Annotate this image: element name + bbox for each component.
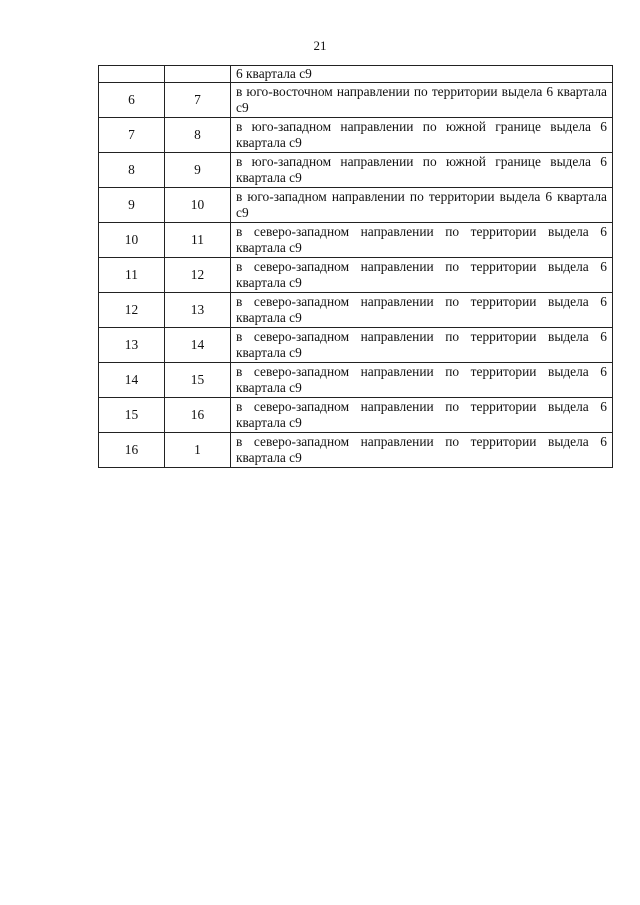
- cell-description: в юго-западном направлении по территории выдела 6 квартала с9: [231, 187, 613, 222]
- cell-to-point: 12: [165, 257, 231, 292]
- cell-to-point: 13: [165, 292, 231, 327]
- cell-from-point: 10: [99, 222, 165, 257]
- cell-to-point: 8: [165, 117, 231, 152]
- cell-to-point: 9: [165, 152, 231, 187]
- cell-to-point: 15: [165, 362, 231, 397]
- table-row: [99, 362, 613, 397]
- cell-description: в северо-западном направлении по территории выдела 6 квартала с9: [231, 397, 613, 432]
- cell-to-point: [165, 66, 231, 83]
- table-row: [99, 187, 613, 222]
- cell-from-point: 9: [99, 187, 165, 222]
- cell-from-point: 16: [99, 432, 165, 467]
- cell-from-point: 6: [99, 82, 165, 117]
- table-row: [99, 432, 613, 467]
- cell-to-point: 14: [165, 327, 231, 362]
- table-row: [99, 117, 613, 152]
- cell-to-point: 16: [165, 397, 231, 432]
- cell-description: в северо-западном направлении по территории выдела 6 квартала с9: [231, 362, 613, 397]
- table-row: [99, 327, 613, 362]
- cell-from-point: 14: [99, 362, 165, 397]
- cell-to-point: 10: [165, 187, 231, 222]
- cell-from-point: 15: [99, 397, 165, 432]
- cell-from-point: 7: [99, 117, 165, 152]
- cell-description: в северо-западном направлении по территории выдела 6 квартала с9: [231, 327, 613, 362]
- table-row: [99, 152, 613, 187]
- cell-description: в юго-западном направлении по южной границе выдела 6 квартала с9: [231, 152, 613, 187]
- table-row: [99, 82, 613, 117]
- cell-from-point: [99, 66, 165, 83]
- table-row: [99, 397, 613, 432]
- cell-to-point: 1: [165, 432, 231, 467]
- cell-from-point: 13: [99, 327, 165, 362]
- page-number: 21: [313, 38, 327, 53]
- cell-from-point: 12: [99, 292, 165, 327]
- cell-description: в северо-западном направлении по территории выдела 6 квартала с9: [231, 292, 613, 327]
- cell-to-point: 11: [165, 222, 231, 257]
- cell-to-point: 7: [165, 82, 231, 117]
- cell-from-point: 11: [99, 257, 165, 292]
- table-row: [99, 222, 613, 257]
- cell-description: в северо-западном направлении по территории выдела 6 квартала с9: [231, 222, 613, 257]
- cell-description: в юго-западном направлении по южной границе выдела 6 квартала с9: [231, 117, 613, 152]
- cell-description: в северо-западном направлении по территории выдела 6 квартала с9: [231, 432, 613, 467]
- cell-from-point: 8: [99, 152, 165, 187]
- table-row: [99, 292, 613, 327]
- cell-description: в северо-западном направлении по территории выдела 6 квартала с9: [231, 257, 613, 292]
- table-row: [99, 257, 613, 292]
- cell-description: 6 квартала с9: [231, 66, 613, 83]
- boundary-description-table: [98, 65, 613, 468]
- cell-description: в юго-восточном направлении по территории выдела 6 квартала с9: [231, 82, 613, 117]
- table-row-continuation: [99, 66, 613, 83]
